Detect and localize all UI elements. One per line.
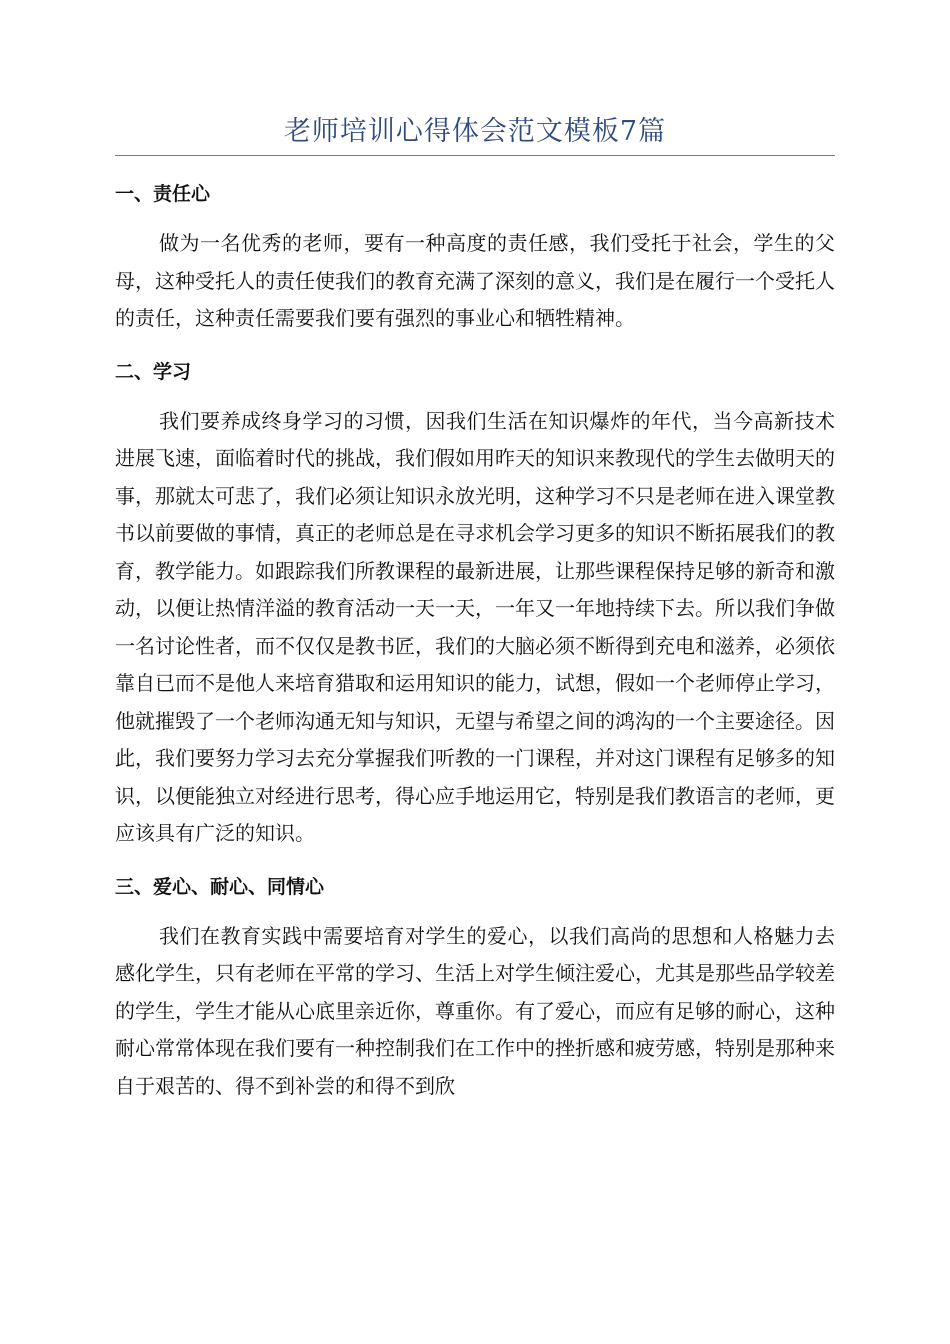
section-heading-responsibility: 一、责任心 — [115, 183, 211, 205]
document-title: 老师培训心得体会范文模板7篇 — [283, 116, 667, 147]
section-heading-love-patience: 三、爱心、耐心、同情心 — [115, 875, 325, 898]
section-heading-learning: 二、学习 — [115, 360, 192, 383]
document-body — [115, 172, 835, 1117]
title-underline — [115, 155, 835, 156]
section-paragraph-learning: 我们要养成终身学习的习惯，因我们生活在知识爆炸的年代，当今高新技术进展飞速，面临着时代的挑战，我们假如用昨天的知识来教现代的学生去做明天的事，那就太可悲了，我们必须让知识永放光明，这种学习不只是老师在进入课堂教书以前要做的事情，真正的老师总是在寻求机会学习更多的知识不断拓展我们的教育，教学能力。如跟踪我们所教课程的最新进展，让那些课程保持足够的新奇和激动，以便让热情洋溢的教育活动一天一天，一年又一年地持续下去。所以我们争做一名讨论性者，而不仅仅是教书匠，我们的大脑必须不断得到充电和滋养，必须依靠自已而不是他人来培育猎取和运用知识的能力，试想，假如一个老师停止学习，他就摧毁了一个老师沟通无知与知识，无望与希望之间的鸿沟的一个主要途径。因此，我们要努力学习去充分掌握我们听教的一门课程，并对这门课程有足够多的知识，以便能独立对经进行思考，得心应手地运用它，特别是我们教语言的老师，更应该具有广泛的知识。 — [115, 408, 835, 845]
section-paragraph-responsibility: 做为一名优秀的老师，要有一种高度的责任感，我们受托于社会，学生的父母，这种受托人的责任使我们的教育充满了深刻的意义，我们是在履行一个受托人的责任，这种责任需要我们要有强烈的事业心和牺牲精神。 — [115, 231, 835, 330]
section-paragraph-love-patience: 我们在教育实践中需要培育对学生的爱心，以我们高尚的思想和人格魅力去感化学生，只有老师在平常的学习、生活上对学生倾注爱心，尤其是那些品学较差的学生，学生才能从心底里亲近你，尊重你。有了爱心，而应有足够的耐心，这种耐心常常体现在我们要有一种控制我们在工作中的挫折感和疲劳感，特别是那种来自于艰苦的、得不到补尝的和得不到欣 — [115, 923, 835, 1098]
